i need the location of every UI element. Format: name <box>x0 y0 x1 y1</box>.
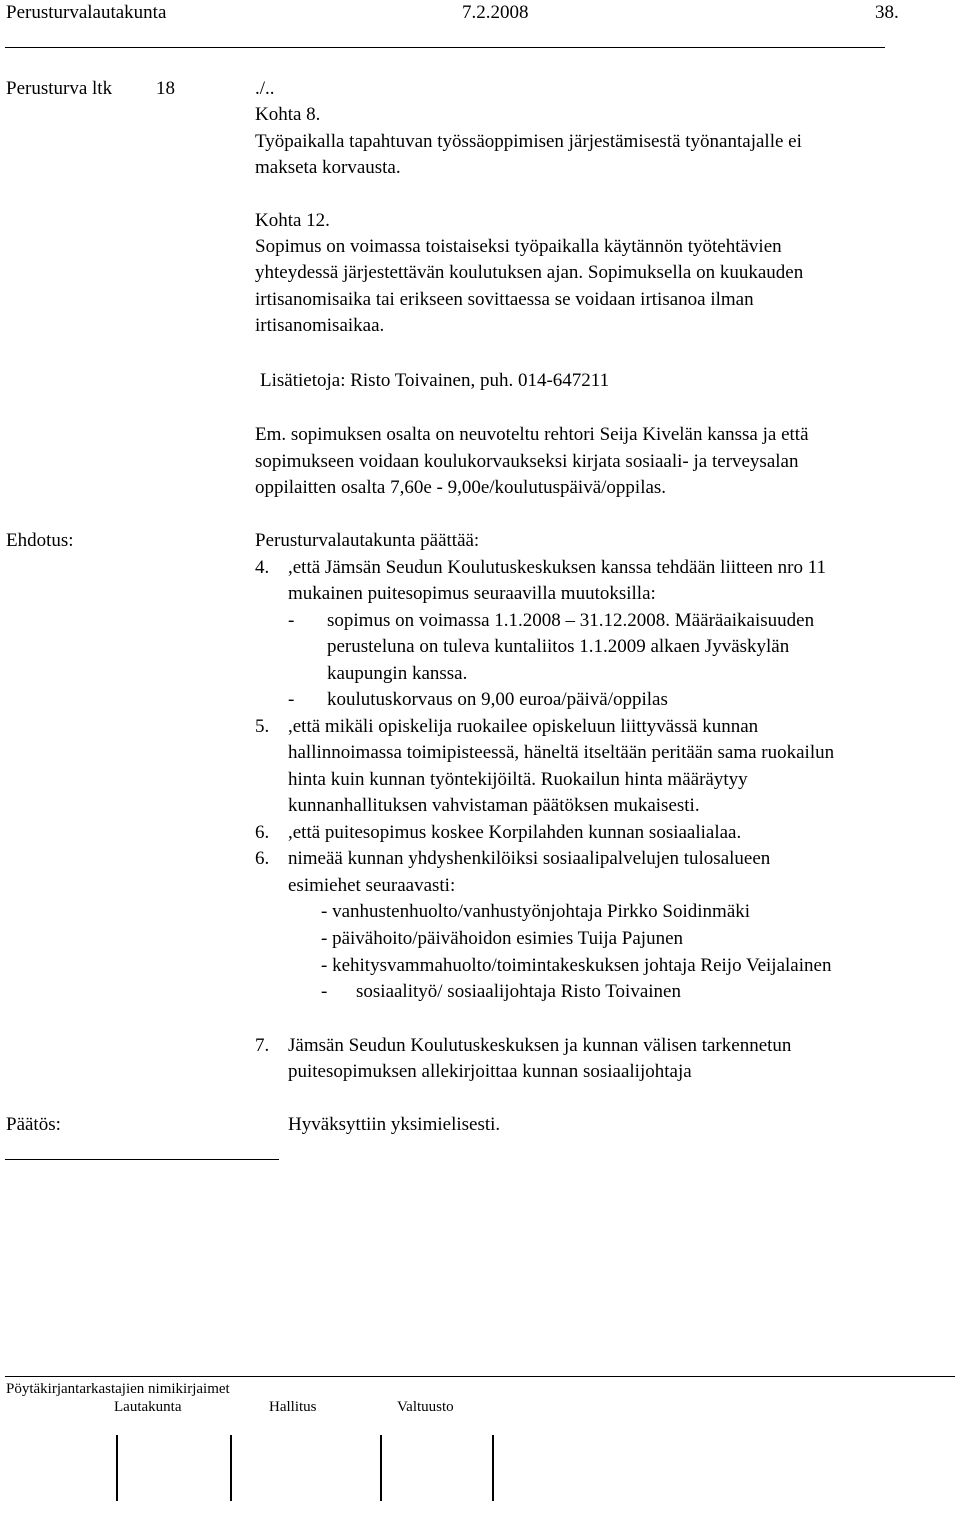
decision-rule <box>5 1159 279 1160</box>
item-text: kunnanhallituksen vahvistaman päätöksen mukaisesti. <box>288 795 700 816</box>
footer-column-hallitus: Hallitus <box>269 1399 317 1415</box>
item-text: esimiehet seuraavasti: <box>288 875 456 896</box>
item-text: ,että mikäli opiskelija ruokailee opiskeluun liittyvässä kunnan <box>288 716 759 737</box>
sub-item-text: sopimus on voimassa 1.1.2008 – 31.12.2008. Määräaikaisuuden <box>327 610 815 631</box>
kohta12-text: irtisanomisaikaa. <box>255 315 385 336</box>
item-text: mukainen puitesopimus seuraavilla muutoksilla: <box>288 583 656 604</box>
kohta8-text: makseta korvausta. <box>255 157 401 178</box>
signature-box-line <box>230 1435 232 1501</box>
contact-item: - päivähoito/päivähoidon esimies Tuija Pajunen <box>321 928 684 949</box>
list-dash: - <box>321 981 328 1002</box>
kohta8-text: Työpaikalla tapahtuvan työssäoppimisen järjestämisestä työnantajalle ei <box>255 131 802 152</box>
section-ref-number: 18 <box>156 78 175 99</box>
contact-item: - kehitysvammahuolto/toimintakeskuksen johtaja Reijo Veijalainen <box>321 955 832 976</box>
kohta8-title: Kohta 8. <box>255 104 321 125</box>
footer-column-valtuusto: Valtuusto <box>397 1399 454 1415</box>
continuation-marker: ./.. <box>255 78 275 99</box>
negotiation-text: sopimukseen voidaan koulukorvaukseksi kirjata sosiaali- ja terveysalan <box>255 451 799 472</box>
footer-title: Pöytäkirjantarkastajien nimikirjaimet <box>6 1381 230 1397</box>
footer-rule <box>5 1376 955 1377</box>
kohta12-text: yhteydessä järjestettävän koulutuksen ajan. Sopimuksella on kuukauden <box>255 262 804 283</box>
item-text: hallinnoimassa toimipisteessä, häneltä itseltään peritään sama ruokailun <box>288 742 835 763</box>
negotiation-text: Em. sopimuksen osalta on neuvoteltu rehtori Seija Kivelän kanssa ja että <box>255 424 809 445</box>
kohta12-title: Kohta 12. <box>255 210 330 231</box>
decision-text: Hyväksyttiin yksimielisesti. <box>288 1114 501 1135</box>
kohta12-text: irtisanomisaika tai erikseen sovittaessa se voidaan irtisanoa ilman <box>255 289 754 310</box>
signature-box-line <box>116 1435 118 1501</box>
proposal-heading: Perusturvalautakunta päättää: <box>255 530 480 551</box>
negotiation-text: oppilaitten osalta 7,60e - 9,00e/koulutuspäivä/oppilas. <box>255 477 667 498</box>
signature-box-line <box>492 1435 494 1501</box>
sub-item-text: kaupungin kanssa. <box>327 663 468 684</box>
item-text: puitesopimuksen allekirjoittaa kunnan sosiaalijohtaja <box>288 1061 692 1082</box>
kohta12-text: Sopimus on voimassa toistaiseksi työpaikalla käytännön työtehtävien <box>255 236 782 257</box>
header-date: 7.2.2008 <box>462 2 529 23</box>
header-rule <box>5 47 885 48</box>
item-text: Jämsän Seudun Koulutuskeskuksen ja kunnan välisen tarkennetun <box>288 1035 792 1056</box>
item-text: ,että puitesopimus koskee Korpilahden kunnan sosiaalialaa. <box>288 822 742 843</box>
list-dash: - <box>288 689 295 710</box>
item-number: 4. <box>255 557 270 578</box>
item-number: 6. <box>255 822 270 843</box>
header-org: Perusturvalautakunta <box>6 2 167 23</box>
sub-item-text: koulutuskorvaus on 9,00 euroa/päivä/oppilas <box>327 689 668 710</box>
item-text: nimeää kunnan yhdyshenkilöiksi sosiaalipalvelujen tulosalueen <box>288 848 771 869</box>
item-text: ,että Jämsän Seudun Koulutuskeskuksen kanssa tehdään liitteen nro 11 <box>288 557 827 578</box>
decision-label: Päätös: <box>6 1114 61 1135</box>
signature-box-line <box>380 1435 382 1501</box>
header-page-number: 38. <box>875 2 899 23</box>
info-contact: Lisätietoja: Risto Toivainen, puh. 014-647211 <box>260 370 610 391</box>
contact-item: - vanhustenhuolto/vanhustyönjohtaja Pirkko Soidinmäki <box>321 901 751 922</box>
contact-item: sosiaalityö/ sosiaalijohtaja Risto Toivainen <box>356 981 681 1002</box>
item-number: 7. <box>255 1035 270 1056</box>
sub-item-text: perusteluna on tuleva kuntaliitos 1.1.2009 alkaen Jyväskylän <box>327 636 790 657</box>
footer-column-lautakunta: Lautakunta <box>114 1399 182 1415</box>
item-number: 6. <box>255 848 270 869</box>
item-number: 5. <box>255 716 270 737</box>
list-dash: - <box>288 610 295 631</box>
proposal-label: Ehdotus: <box>6 530 74 551</box>
item-text: hinta kuin kunnan työntekijöiltä. Ruokailun hinta määräytyy <box>288 769 748 790</box>
section-ref-label: Perusturva ltk <box>6 78 113 99</box>
